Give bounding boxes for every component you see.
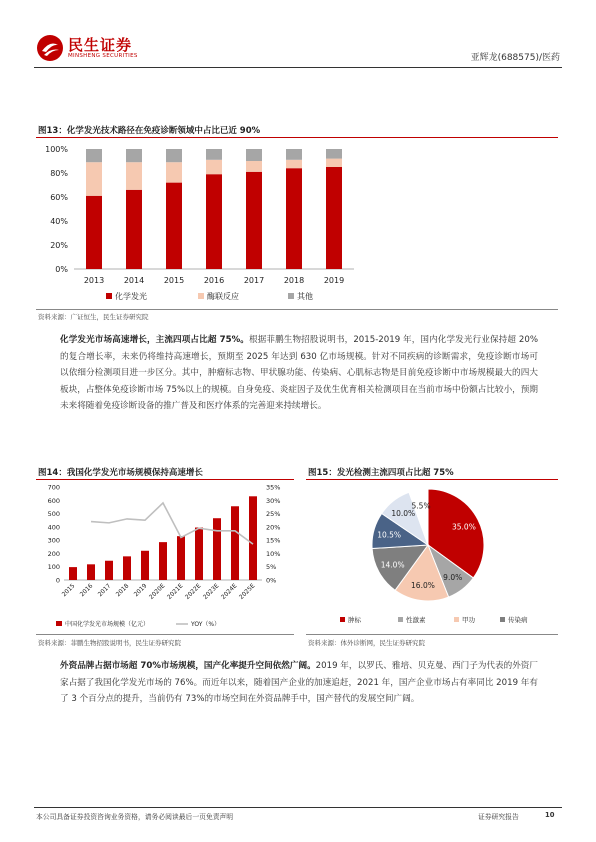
y-tick-label-left: 100 bbox=[47, 563, 60, 572]
y-tick-label-right: 20% bbox=[266, 523, 281, 532]
bar-segment-2 bbox=[246, 161, 262, 172]
bar-segment-3 bbox=[126, 149, 142, 162]
paragraph-1-body: 根据菲鹏生物招股说明书，2015-2019 年，国内化学发光行业保持超 20%的复合增长率，未来仍将维持高速增长，预期至 2025 年达到 630 亿市场规模。针对不同疾病的诊断需求，免疫诊断市场可以依细分检测项目进一步区分。其中，肿瘤标志物、甲状腺功能、传染病、心肌标志物是目前免疫诊断中市场规模最大的四大板块，占整体免疫诊断市场 75%以上的规模。自身免疫、炎症因子及优生优育相关检测项目在当前市场中份额占比较小，预期未来将随着免疫诊断设备的推广普及和医疗体系的完善迎来持续增长。 bbox=[60, 335, 538, 412]
pie-data-label: 5.5% bbox=[411, 501, 431, 511]
fig15-title: 图15：发光检测主流四项占比超 75% bbox=[308, 468, 454, 478]
y-tick-label-right: 10% bbox=[266, 549, 281, 558]
y-tick-label: 0% bbox=[55, 265, 68, 274]
pie-data-label: 10.5% bbox=[377, 530, 402, 540]
bar bbox=[249, 496, 257, 580]
legend-swatch bbox=[198, 293, 204, 299]
fig13-source: 资料来源：广证恒生，民生证券研究院 bbox=[38, 313, 149, 321]
y-tick-label-right: 35% bbox=[266, 483, 281, 492]
y-tick-label-right: 30% bbox=[266, 496, 281, 505]
pie-data-label: 35.0% bbox=[452, 522, 476, 532]
y-tick-label-left: 300 bbox=[47, 536, 60, 545]
legend-label: 性激素 bbox=[406, 616, 426, 624]
bar-segment-2 bbox=[166, 162, 182, 182]
logo-icon bbox=[36, 34, 64, 62]
legend-label: 中国化学发光市场规模（亿元） bbox=[65, 621, 150, 628]
bar-segment-2 bbox=[126, 162, 142, 190]
paragraph-2-body: 2019 年，以罗氏、雅培、贝克曼、西门子为代表的外资厂家占据了我国化学发光市场的 76%。而近年以来，随着国产企业的加速追赶，2021 年，国产企业市场占有率同比 2019 年有了 3 个百分点的提升，当前仍有 73%的市场空间在外资品牌手中，国产替代的发展空间广阔。 bbox=[60, 661, 538, 705]
bar-segment-2 bbox=[206, 160, 222, 174]
paragraph-1-lead: 化学发光市场高速增长，主流四项占比超 75%。 bbox=[60, 335, 249, 345]
legend-label: 其他 bbox=[297, 292, 313, 301]
y-tick-label: 40% bbox=[50, 217, 68, 226]
x-tick-label: 2017 bbox=[243, 276, 265, 285]
bar-segment-3 bbox=[326, 149, 342, 159]
pie-data-label: 9.0% bbox=[443, 572, 463, 582]
x-tick-label: 2015 bbox=[163, 276, 185, 285]
fig15-source: 资料来源：体外诊断网，民生证券研究院 bbox=[308, 639, 425, 647]
x-tick-label: 2018 bbox=[283, 276, 305, 285]
x-tick-label: 2016 bbox=[78, 582, 95, 599]
fig13-chart bbox=[36, 140, 558, 308]
footer-divider bbox=[34, 807, 562, 808]
fig14-chart bbox=[36, 481, 294, 633]
bar bbox=[213, 518, 221, 580]
legend-swatch bbox=[56, 621, 62, 626]
fig13-source-rule bbox=[36, 309, 558, 310]
x-tick-label: 2014 bbox=[123, 276, 145, 285]
fig15-chart bbox=[306, 481, 558, 633]
legend-label: 化学发光 bbox=[115, 292, 147, 301]
bar-segment-3 bbox=[206, 149, 222, 160]
bar-segment-2 bbox=[286, 160, 302, 168]
x-tick-label: 2019 bbox=[132, 582, 149, 599]
bar bbox=[123, 556, 131, 580]
fig15-title-rule bbox=[306, 479, 558, 480]
bar-segment-1 bbox=[86, 196, 102, 269]
fig13-title-rule bbox=[36, 137, 558, 138]
bar bbox=[87, 564, 95, 580]
y-tick-label-right: 5% bbox=[266, 563, 277, 572]
paragraph-2 bbox=[60, 658, 538, 708]
bar-segment-2 bbox=[326, 159, 342, 167]
y-tick-label: 80% bbox=[50, 169, 68, 178]
bar bbox=[141, 551, 149, 580]
bar-segment-1 bbox=[246, 172, 262, 269]
x-tick-label: 2025E bbox=[237, 582, 257, 601]
bar-segment-3 bbox=[86, 149, 102, 162]
brand-name: 民生证券 bbox=[68, 36, 133, 54]
x-tick-label: 2016 bbox=[203, 276, 225, 285]
y-tick-label-right: 15% bbox=[266, 536, 281, 545]
y-tick-label: 60% bbox=[50, 193, 68, 202]
page-number: 10 bbox=[545, 811, 555, 819]
bar bbox=[69, 567, 77, 580]
y-tick-label-right: 25% bbox=[266, 510, 281, 519]
pie-data-label: 16.0% bbox=[411, 581, 435, 591]
legend-swatch bbox=[454, 617, 459, 622]
x-tick-label: 2024E bbox=[219, 582, 239, 601]
x-tick-label: 2013 bbox=[83, 276, 105, 285]
y-tick-label-right: 0% bbox=[266, 576, 277, 585]
legend-label: YOY（%） bbox=[191, 621, 221, 628]
y-tick-label-left: 600 bbox=[47, 496, 60, 505]
fig14-source-rule bbox=[36, 634, 294, 635]
pie-data-label: 10.0% bbox=[391, 509, 416, 519]
y-tick-label-left: 400 bbox=[47, 523, 60, 532]
bar-segment-3 bbox=[286, 149, 302, 160]
y-tick-label-left: 700 bbox=[47, 483, 60, 492]
x-tick-label: 2019 bbox=[323, 276, 345, 285]
y-tick-label-left: 200 bbox=[47, 549, 60, 558]
legend-swatch bbox=[340, 617, 345, 622]
bar bbox=[159, 542, 167, 580]
legend-swatch bbox=[398, 617, 403, 622]
bar-segment-1 bbox=[326, 167, 342, 269]
x-tick-label: 2018 bbox=[114, 582, 131, 599]
bar bbox=[105, 561, 113, 580]
y-tick-label: 20% bbox=[50, 241, 68, 250]
x-tick-label: 2015 bbox=[60, 582, 77, 599]
bar bbox=[177, 536, 185, 580]
bar-segment-2 bbox=[86, 162, 102, 196]
legend-swatch bbox=[106, 293, 112, 299]
paragraph-1 bbox=[60, 332, 538, 415]
bar bbox=[195, 528, 203, 580]
y-tick-label: 100% bbox=[45, 145, 68, 154]
pie-data-label: 14.0% bbox=[380, 560, 405, 570]
fig14-title-rule bbox=[36, 479, 294, 480]
x-tick-label: 2021E bbox=[165, 582, 185, 601]
bar-segment-3 bbox=[246, 149, 262, 161]
legend-label: 甲功 bbox=[462, 616, 475, 624]
x-tick-label: 2023E bbox=[201, 582, 221, 601]
fig13-title: 图13：化学发光技术路径在免疫诊断领域中占比已近 90% bbox=[38, 126, 261, 136]
brand-name-en: MINSHENG SECURITIES bbox=[68, 53, 138, 59]
bar-segment-1 bbox=[166, 183, 182, 269]
fig14-source: 资料来源：菲鹏生物招股说明书，民生证券研究院 bbox=[38, 639, 181, 647]
bar-segment-3 bbox=[166, 149, 182, 162]
legend-swatch bbox=[500, 617, 505, 622]
footer-disclaimer: 本公司具备证券投资咨询业务资格，请务必阅读最后一页免责声明 bbox=[36, 813, 234, 821]
x-tick-label: 2017 bbox=[96, 582, 113, 599]
footer-report-type: 证券研究报告 bbox=[478, 813, 519, 821]
header-divider bbox=[34, 67, 562, 68]
legend-label: 传染病 bbox=[508, 616, 528, 624]
x-tick-label: 2020E bbox=[147, 582, 167, 601]
logo bbox=[36, 34, 64, 62]
bar-segment-1 bbox=[286, 168, 302, 269]
yoy-line bbox=[91, 503, 253, 544]
bar-segment-1 bbox=[126, 190, 142, 269]
bar-segment-1 bbox=[206, 174, 222, 269]
legend-swatch bbox=[288, 293, 294, 299]
y-tick-label-left: 500 bbox=[47, 510, 60, 519]
legend-label: 酶联反应 bbox=[207, 292, 239, 301]
bar bbox=[231, 506, 239, 580]
fig15-source-rule bbox=[306, 634, 558, 635]
y-tick-label-left: 0 bbox=[55, 576, 60, 585]
fig14-title: 图14：我国化学发光市场规模保持高速增长 bbox=[38, 468, 203, 478]
paragraph-2-lead: 外资品牌占据市场超 70%市场规模，国产化率提升空间依然广阔。 bbox=[60, 661, 316, 671]
company-ticker: 亚辉龙(688575)/医药 bbox=[470, 53, 560, 63]
legend-label: 肿标 bbox=[348, 616, 361, 624]
x-tick-label: 2022E bbox=[183, 582, 203, 601]
